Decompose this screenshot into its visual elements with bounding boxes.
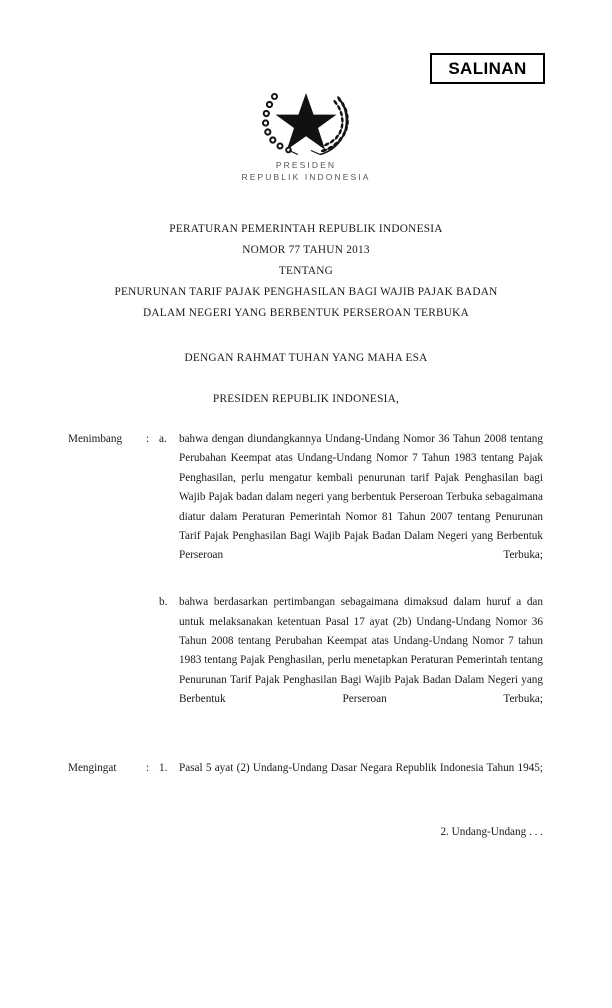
emblem-caption-line1: PRESIDEN — [275, 160, 337, 170]
emblem-caption — [0, 160, 612, 183]
considerations-item-b — [68, 593, 543, 729]
presidential-emblem-block — [0, 80, 612, 183]
regulation-number-line: NOMOR 77 TAHUN 2013 — [242, 244, 370, 256]
considerations-text-b: bahwa berdasarkan pertimbangan sebagaimana dimaksud dalam huruf a dan untuk melaksanakan ketentuan Pasal 17 ayat (2b) Undang-Undang Nomor 36 Tahun 2008 tentang Perubahan Keempat atas Undang-Undang Nomor 7 tahun 1983 tentang Pajak Penghasilan, perlu menetapkan Peraturan Pemerintah tentang Penurunan Tarif Pajak Penghasilan Bagi Wajib Pajak Badan Dalam Negeri yang Berbentuk Perseroan Terbuka; — [179, 596, 543, 706]
document-title-block — [0, 219, 612, 324]
considerations-marker-b: b. — [159, 596, 168, 609]
salinan-stamp-label: SALINAN — [448, 59, 527, 78]
legal-basis-label: Mengingat — [68, 762, 117, 775]
legal-basis-marker-1: 1. — [159, 762, 168, 775]
regulation-subject-line1: PENURUNAN TARIF PAJAK PENGHASILAN BAGI WAJIB PAJAK BADAN — [114, 286, 498, 298]
about-label-line: TENTANG — [278, 265, 334, 277]
document-body — [68, 430, 543, 798]
legal-basis-colon: : — [146, 762, 150, 775]
authority-block — [0, 389, 612, 410]
considerations-colon: : — [146, 433, 150, 445]
legal-basis-text-1: Pasal 5 ayat (2) Undang-Undang Dasar Negara Republik Indonesia Tahun 1945; — [179, 762, 543, 775]
considerations-marker-a: a. — [159, 433, 167, 445]
indonesian-presidential-seal-icon — [258, 80, 354, 158]
authority-line: PRESIDEN REPUBLIK INDONESIA, — [212, 393, 400, 405]
blessing-line: DENGAN RAHMAT TUHAN YANG MAHA ESA — [184, 352, 428, 364]
page-catchword: 2. Undang-Undang . . . — [440, 826, 543, 838]
considerations-label: Menimbang — [68, 433, 123, 445]
regulation-type-line: PERATURAN PEMERINTAH REPUBLIK INDONESIA — [169, 223, 443, 235]
considerations-text-a: bahwa dengan diundangkannya Undang-Undang Nomor 36 Tahun 2008 tentang Perubahan Keempat atas Undang-Undang Nomor 7 Tahun 1983 tentang Pajak Penghasilan, perlu mengatur kembali penurunan tarif Pajak Penghasilan bagi Wajib Pajak badan dalam negeri yang berbentuk Perseroan Terbuka sebagaimana diatur dalam Peraturan Pemerintah Nomor 81 Tahun 2007 tentang Penurunan Tarif Pajak Penghasilan Bagi Wajib Pajak Badan Dalam Negeri yang Berbentuk Perseroan Terbuka; — [179, 433, 543, 562]
section-spacer — [68, 729, 543, 759]
blessing-block — [0, 348, 612, 369]
considerations-item-a — [68, 430, 543, 585]
regulation-subject-line2: DALAM NEGERI YANG BERBENTUK PERSEROAN TERBUKA — [142, 307, 469, 319]
legal-basis-item-1 — [68, 759, 543, 798]
emblem-caption-line2: REPUBLIK INDONESIA — [241, 171, 371, 182]
